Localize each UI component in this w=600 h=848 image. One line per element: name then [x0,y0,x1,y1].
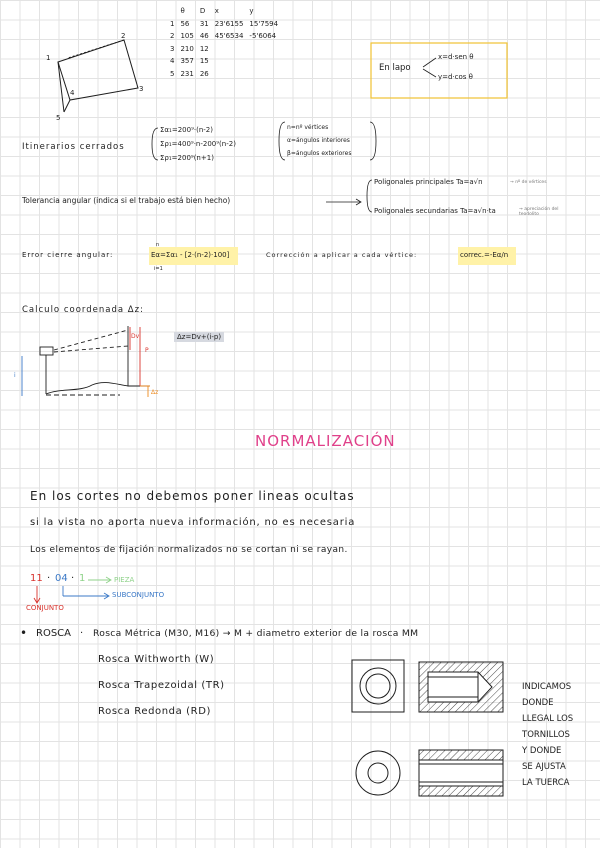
through-hole-section [419,750,503,796]
rosca-dot: · [80,628,84,639]
tolerancia-label: Tolerancia angular (indica si el trabajo está bien hecho) [22,196,231,205]
num-pieza: 1 [79,573,86,584]
traverse-sketch [58,40,138,112]
conjunto-label: CONJUNTO [26,604,64,612]
itinerarios-title: Itinerarios cerrados [22,142,125,152]
error-cierre-label: Error cierre angular: [22,251,114,259]
num-sep-1: · [47,573,51,584]
calculo-formula: Δz=Dv+(i-p) [174,332,224,342]
itinerarios-note-1: n=nº vértices [287,124,329,131]
label-i: i [14,372,16,379]
table-row: 1 56 31 23'6155 15'7594 [170,19,279,28]
traverse-table [170,5,284,80]
itinerarios-note-3: β=ángulos exteriores [287,150,352,157]
en-lapo-label: En lapo [379,63,411,73]
nut-top-view [352,660,404,712]
normalizacion-line-2: si la vista no aporta nueva información, no es necesaria [30,517,356,528]
rosca-note-4: TORNILLOS [522,730,570,740]
table-row: 2 105 46 45'6534 -5'6064 [170,32,277,40]
rosca-item-1: Rosca Métrica (M30, M16) → M + diametro exterior de la rosca MM [93,628,419,639]
normalizacion-title: NORMALIZACIÓN [255,432,396,450]
rosca-note-7: LA TUERCA [522,778,570,788]
nut-view [356,751,400,795]
sum-top: n [156,242,160,248]
itinerarios-formula-2: Σρ₁=400⁹·n-200⁹(n-2) [160,140,236,148]
sum-bottom: i=1 [154,266,163,272]
sketch-label-5: 5 [56,114,61,122]
error-cierre-formula: Eα=Σα₁ - [2·(n-2)·100] [151,251,230,259]
correccion-label: Corrección a aplicar a cada vértice: [266,251,418,259]
table-row: 4 357 15 [170,57,209,65]
sketch-label-2: 2 [121,32,126,40]
label-dv: Dv [131,333,140,340]
num-conjunto: 11 [30,573,43,584]
tolerancia-item-1: Poligonales principales Ta=a√n [374,178,483,186]
rosca-note-1: INDICAMOS [522,682,572,692]
itinerarios-brace [152,128,158,160]
itinerarios-note-2: α=ángulos interiores [287,137,350,144]
label-dz: Δz [151,389,159,396]
en-lapo-line2: y=d·cos θ [438,73,473,81]
num-sep-2: · [71,573,75,584]
sketch-label-1: 1 [46,54,51,62]
table-row: 3 210 12 [170,44,209,53]
correccion-formula: correc.=-Eα/n [460,251,509,259]
itinerarios-formula-1: Σα₁=200⁹·(n-2) [160,126,213,134]
rosca-note-5: Y DONDE [522,746,562,756]
table-row: 5 231 26 [170,69,209,78]
blind-hole-section [419,662,503,712]
subconjunto-label: SUBCONJUNTO [112,591,165,599]
sketch-label-4: 4 [70,89,75,97]
table-header-row: θ D x y [180,7,254,15]
num-sub: 04 [55,573,68,584]
label-p: P [145,347,149,354]
pieza-label: PIEZA [114,576,135,584]
rosca-note-6: SE AJUSTA [522,762,566,772]
tolerancia-note-2: → apreciación del teodolito [519,207,559,217]
rosca-item-3: Rosca Trapezoidal (TR) [98,680,225,691]
sketch-label-3: 3 [139,85,144,93]
rosca-note-2: DONDE [522,698,554,708]
tolerancia-note-1: → nº de vértices [510,180,547,185]
rosca-lead: ROSCA [36,628,71,639]
en-lapo-line1: x=d·sen θ [438,53,474,61]
normalizacion-line-1: En los cortes no debemos poner lineas ocultas [30,489,355,503]
calculo-title: Calculo coordenada Δz: [22,305,144,315]
bullet: • [20,626,28,640]
rosca-note-3: LLEGAL LOS [522,714,574,724]
rosca-item-2: Rosca Withworth (W) [98,654,215,665]
rosca-item-4: Rosca Redonda (RD) [98,706,211,717]
tolerancia-item-2: Poligonales secundarias Ta=a√n·ta [374,207,496,215]
normalizacion-line-3: Los elementos de fijación normalizados no se cortan ni se rayan. [30,545,348,555]
itinerarios-formula-3: Σρ₁=200⁹(n+1) [160,154,214,162]
